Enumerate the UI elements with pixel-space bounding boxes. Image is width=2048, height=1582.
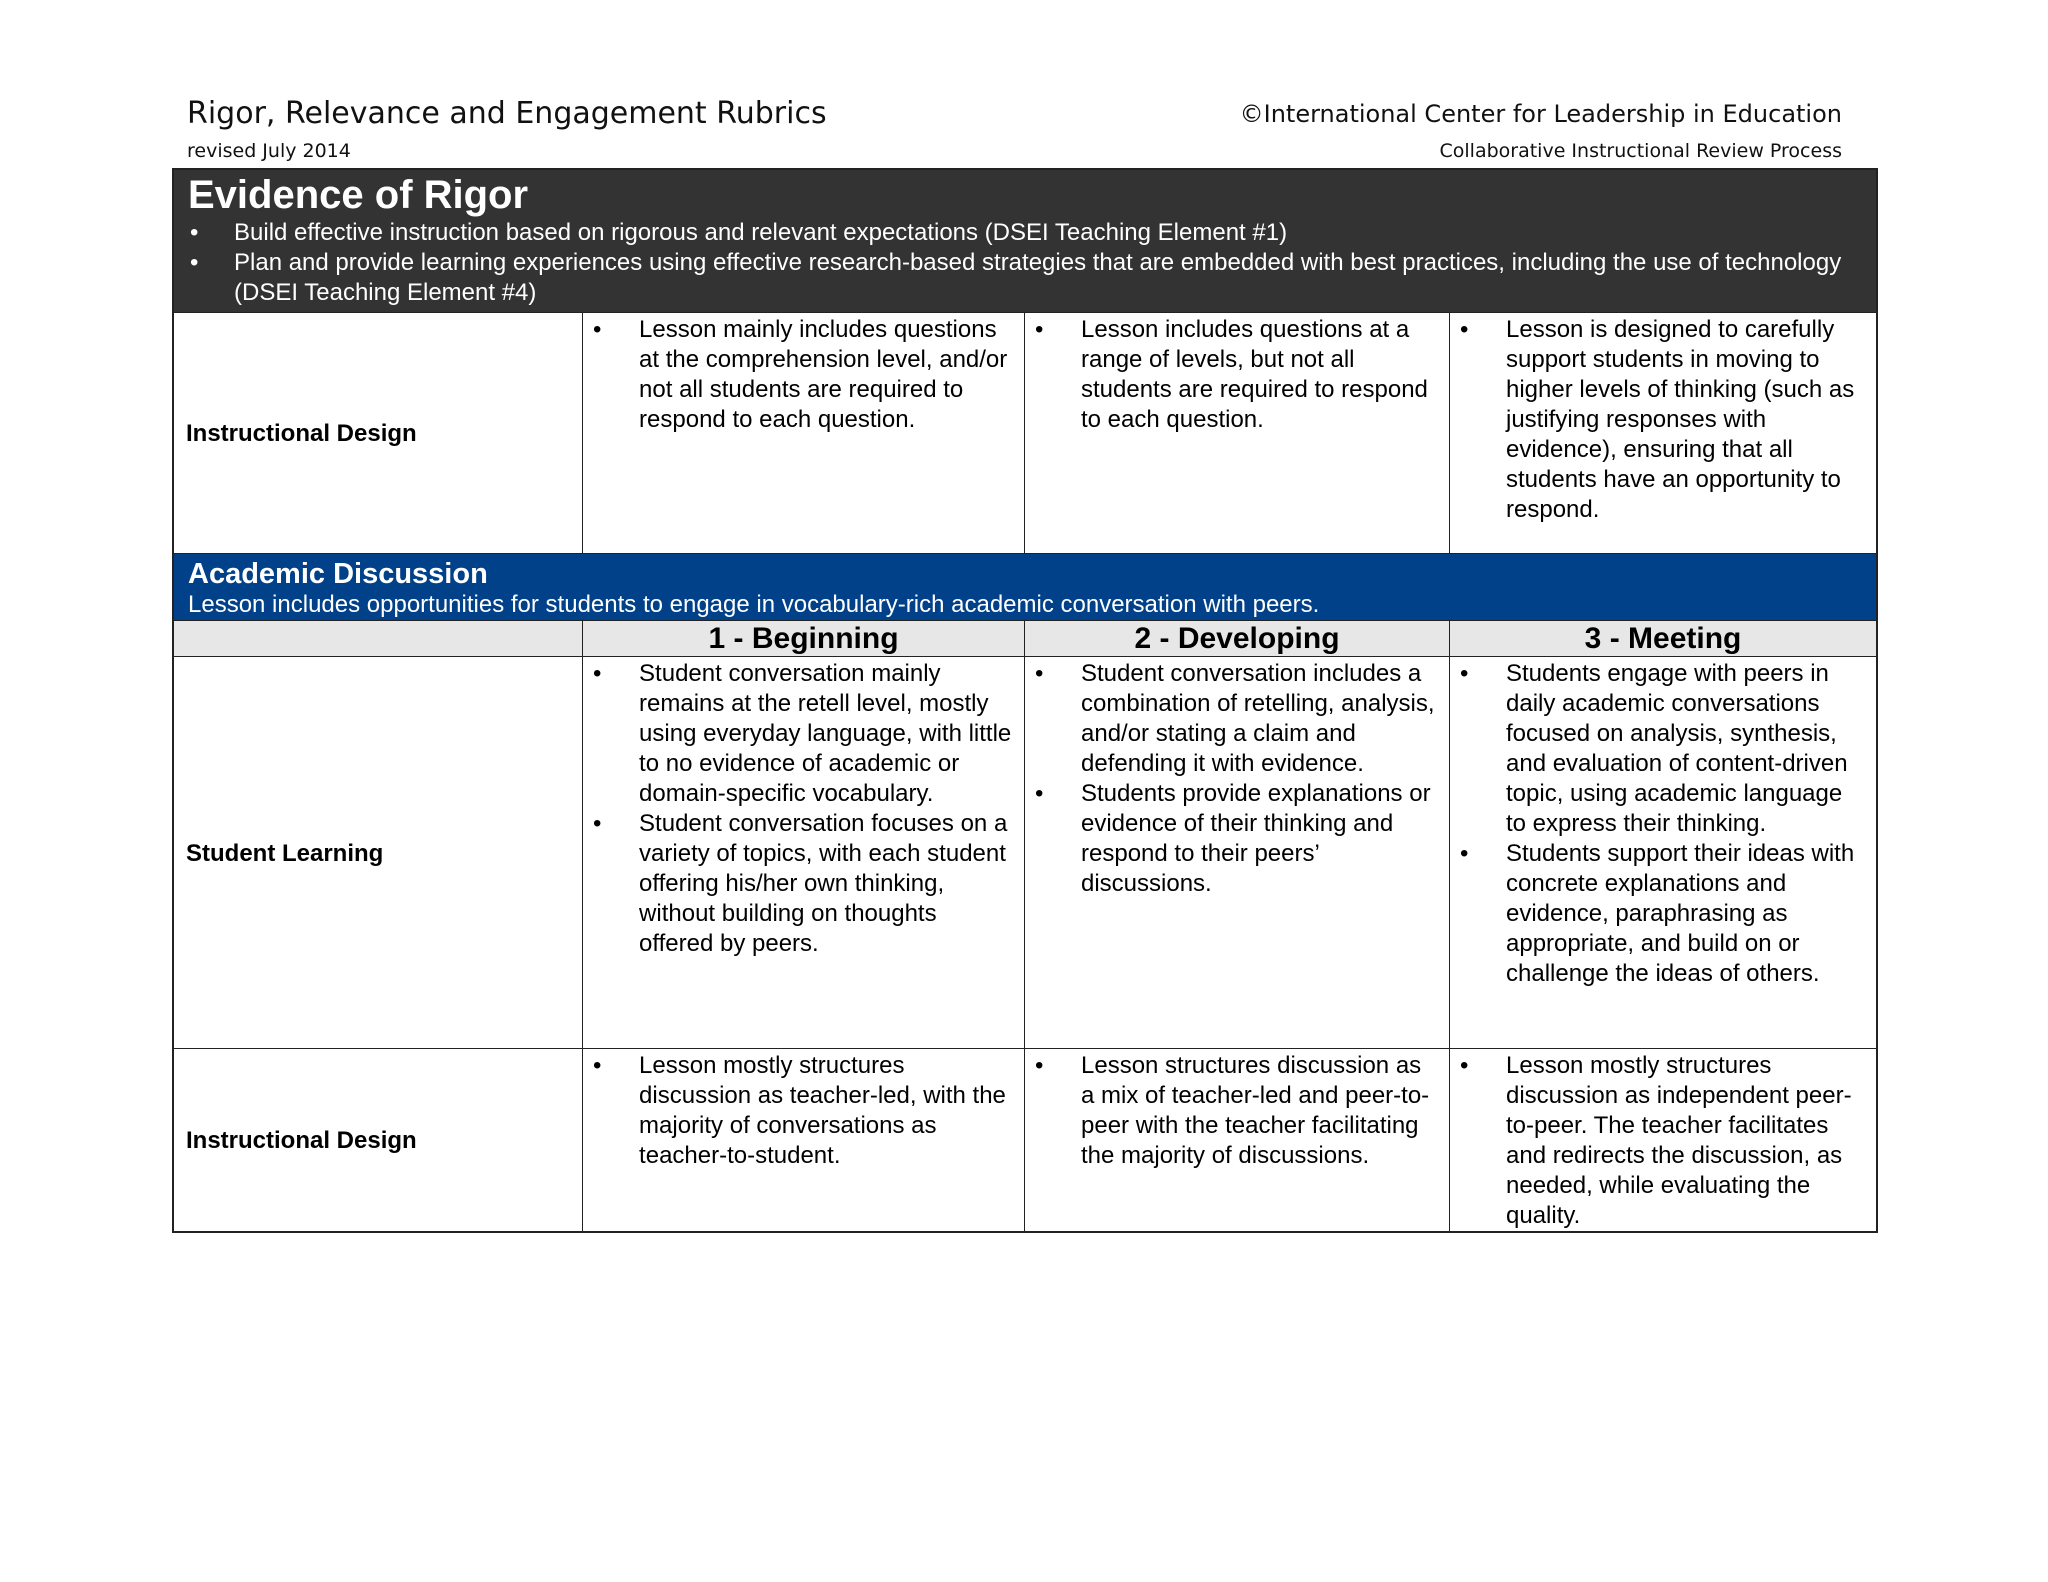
table-row — [174, 657, 1876, 1049]
row-label: Instructional Design — [186, 420, 417, 447]
row-label-cell — [174, 657, 583, 1048]
list-item: • Lesson mainly includes questions at the comprehension level, and/or not all students are required to respond to each question. — [593, 315, 1014, 435]
row-label-cell — [174, 1049, 583, 1231]
process-name: Collaborative Instructional Review Process — [1439, 140, 1842, 162]
column-header-row — [174, 621, 1876, 657]
meeting-cell — [1450, 313, 1876, 553]
list-item: • Lesson is designed to carefully support students in moving to higher levels of thinking (such as justifying responses with evidence), ensuring that all students have an opportunity to respond. — [1460, 315, 1866, 525]
list-item: • Lesson structures discussion as a mix of teacher-led and peer-to-peer with the teacher facilitating the majority of discussions. — [1035, 1051, 1439, 1171]
header-empty-cell — [174, 621, 583, 656]
row-label: Student Learning — [186, 839, 384, 867]
column-header-meeting: 3 - Meeting — [1584, 621, 1742, 655]
meeting-cell — [1450, 1049, 1876, 1231]
list-item: • Students support their ideas with concrete explanations and evidence, paraphrasing as appropriate, and build on or challenge the ideas of others. — [1460, 839, 1866, 989]
list-item: • Students provide explanations or evidence of their thinking and respond to their peers’ discussions. — [1035, 779, 1439, 899]
list-item: • Student conversation includes a combination of retelling, analysis, and/or stating a claim and defending it with evidence. — [1035, 659, 1439, 779]
beginning-cell — [583, 657, 1025, 1048]
list-item: • Student conversation focuses on a variety of topics, with each student offering his/her own thinking, without building on thoughts offered by peers. — [593, 809, 1014, 959]
developing-cell — [1025, 1049, 1450, 1231]
rigor-title: Evidence of Rigor — [188, 173, 529, 217]
discussion-subtitle: Lesson includes opportunities for students to engage in vocabulary-rich academic conversation with peers. — [188, 591, 1320, 618]
list-item: • Lesson includes questions at a range of levels, but not all students are required to respond to each question. — [1035, 315, 1439, 435]
meeting-cell — [1450, 657, 1876, 1048]
beginning-cell — [583, 1049, 1025, 1231]
developing-cell — [1025, 313, 1450, 553]
beginning-cell — [583, 313, 1025, 553]
list-item: • Students engage with peers in daily academic conversations focused on analysis, synthesis, and evaluation of content-driven topic, using academic language to express their thinking. — [1460, 659, 1866, 839]
row-label: Instructional Design — [186, 1127, 417, 1154]
discussion-title: Academic Discussion — [188, 558, 488, 590]
row-label-cell — [174, 313, 583, 553]
table-row — [174, 313, 1876, 554]
developing-cell — [1025, 657, 1450, 1048]
page-header — [187, 96, 1842, 168]
rigor-band — [174, 170, 1876, 313]
document-title: Rigor, Relevance and Engagement Rubrics — [187, 96, 827, 131]
list-item: • Lesson mostly structures discussion as teacher-led, with the majority of conversations as teacher-to-student. — [593, 1051, 1014, 1171]
rigor-bullet: • Build effective instruction based on rigorous and relevant expectations (DSEI Teaching Element #1) — [188, 218, 1876, 248]
discussion-band — [174, 554, 1876, 621]
column-header-developing: 2 - Developing — [1025, 621, 1450, 656]
list-item: • Student conversation mainly remains at the retell level, mostly using everyday language, with little to no evidence of academic or domain-specific vocabulary. — [593, 659, 1014, 809]
rubric-table — [172, 168, 1878, 1233]
list-item: • Lesson mostly structures discussion as independent peer-to-peer. The teacher facilitates and redirects the discussion, as needed, while evaluating the quality. — [1460, 1051, 1866, 1231]
rigor-bullets — [188, 218, 1876, 308]
revision-date: revised July 2014 — [187, 140, 351, 162]
rigor-bullet: • Plan and provide learning experiences using effective research-based strategies that are embedded with best practices, including the use of technology (DSEI Teaching Element #4) — [188, 248, 1876, 308]
table-row — [174, 1049, 1876, 1231]
column-header-beginning: 1 - Beginning — [583, 621, 1025, 656]
copyright-notice: ©International Center for Leadership in Education — [1239, 100, 1842, 128]
